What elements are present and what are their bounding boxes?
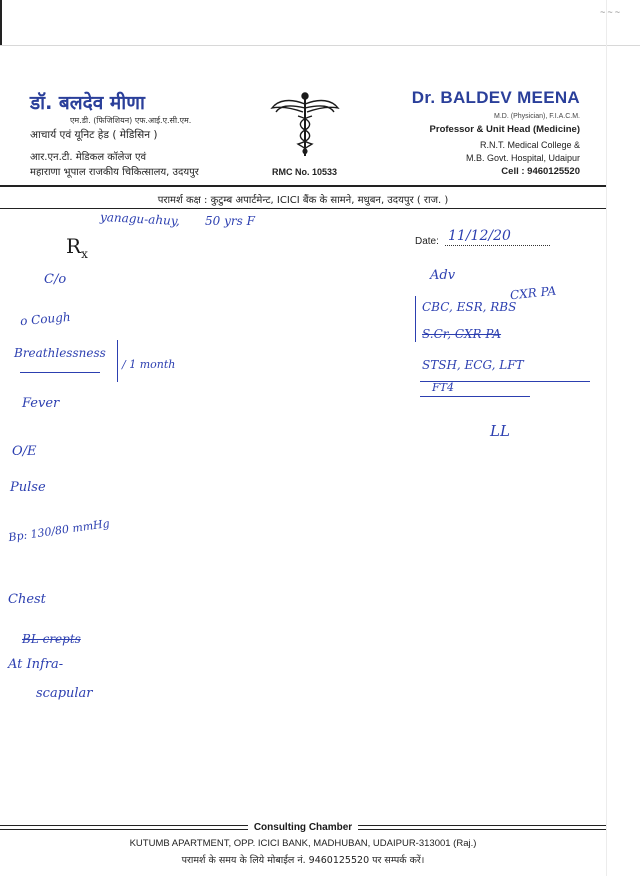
degrees-hindi: एम.डी. (फिजिशियन) एफ.आई.ए.सी.एम.	[70, 116, 192, 125]
note-right: LL	[490, 422, 510, 440]
header-rule-top	[0, 185, 606, 187]
footer-address: KUTUMB APARTMENT, OPP. ICICI BANK, MADHUBAN, UDAIPUR-313001 (Raj.)	[129, 838, 477, 849]
chamber-address-hindi: परामर्श कक्ष : कुटुम्ब अपार्टमेन्ट, ICICI बैंक के सामने, मधुबन, उदयपुर ( राज. )	[157, 195, 449, 206]
note-left: O/E	[12, 444, 37, 459]
note-left: o Cough	[19, 309, 72, 329]
note-left: Breathlessness	[14, 346, 106, 360]
patient-name: yanagu-ahuy,	[99, 209, 181, 229]
footer-mobile-hindi: परामर्श के समय के लिये मोबाईल नं. 9460125520 पर सम्पर्क करें।	[181, 855, 425, 866]
rx-symbol: $R_x$	[66, 234, 88, 261]
note-right: S.Cr, CXR PA	[422, 327, 502, 341]
rmc-number: RMC No. 10533	[272, 167, 338, 177]
note-left: C/o	[44, 272, 67, 287]
scan-right-edge	[606, 0, 607, 876]
underline-stroke	[420, 396, 530, 397]
note-right: Adv	[430, 268, 456, 283]
role-english: Professor & Unit Head (Medicine)	[429, 124, 580, 135]
cell-number: Cell : 9460125520	[501, 166, 580, 177]
bracket-stroke	[117, 340, 118, 382]
bracket-stroke	[415, 296, 416, 342]
note-left: At Infra-	[8, 657, 64, 672]
note-left: Pulse	[10, 480, 46, 495]
scan-top-edge	[0, 45, 640, 46]
underline-stroke	[20, 372, 100, 373]
note-left: BL crepts	[22, 632, 81, 646]
degrees-english: M.D. (Physician), F.I.A.C.M.	[494, 113, 580, 120]
note-left: scapular	[36, 686, 93, 701]
note-right: CBC, ESR, RBS	[422, 300, 517, 314]
scan-edge	[0, 0, 2, 46]
date-line	[445, 245, 550, 246]
note-left: Fever	[22, 396, 60, 411]
hospital-hindi: महाराणा भूपाल राजकीय चिकित्सालय, उदयपुर	[30, 167, 199, 178]
note-right: CXR PA	[509, 283, 557, 303]
scan-artifact: ~~~	[600, 8, 623, 18]
doctor-name-english: Dr. BALDEV MEENA	[411, 88, 580, 107]
date-value: 11/12/20	[448, 228, 511, 244]
caduceus-icon	[270, 90, 340, 160]
note-left: / 1 month	[122, 358, 176, 371]
date-label: Date:	[415, 236, 439, 247]
header-rule-bottom	[0, 208, 606, 209]
note-left: Bp: 130/80 mmHg	[7, 516, 111, 545]
role-hindi: आचार्य एवं यूनिट हेड ( मेडिसिन )	[30, 129, 158, 141]
footer-title: Consulting Chamber	[0, 822, 606, 833]
note-left: Chest	[8, 592, 46, 607]
patient-age: 50 yrs F	[205, 214, 255, 228]
note-right: FT4	[432, 381, 454, 394]
college-english: R.N.T. Medical College &	[479, 140, 580, 150]
college-hindi: आर.एन.टी. मेडिकल कॉलेज एवं	[30, 152, 147, 163]
doctor-name-hindi: डॉ. बलदेव मीणा	[30, 92, 145, 114]
hospital-english: M.B. Govt. Hospital, Udaipur	[465, 153, 580, 163]
note-right: STSH, ECG, LFT	[422, 358, 524, 372]
